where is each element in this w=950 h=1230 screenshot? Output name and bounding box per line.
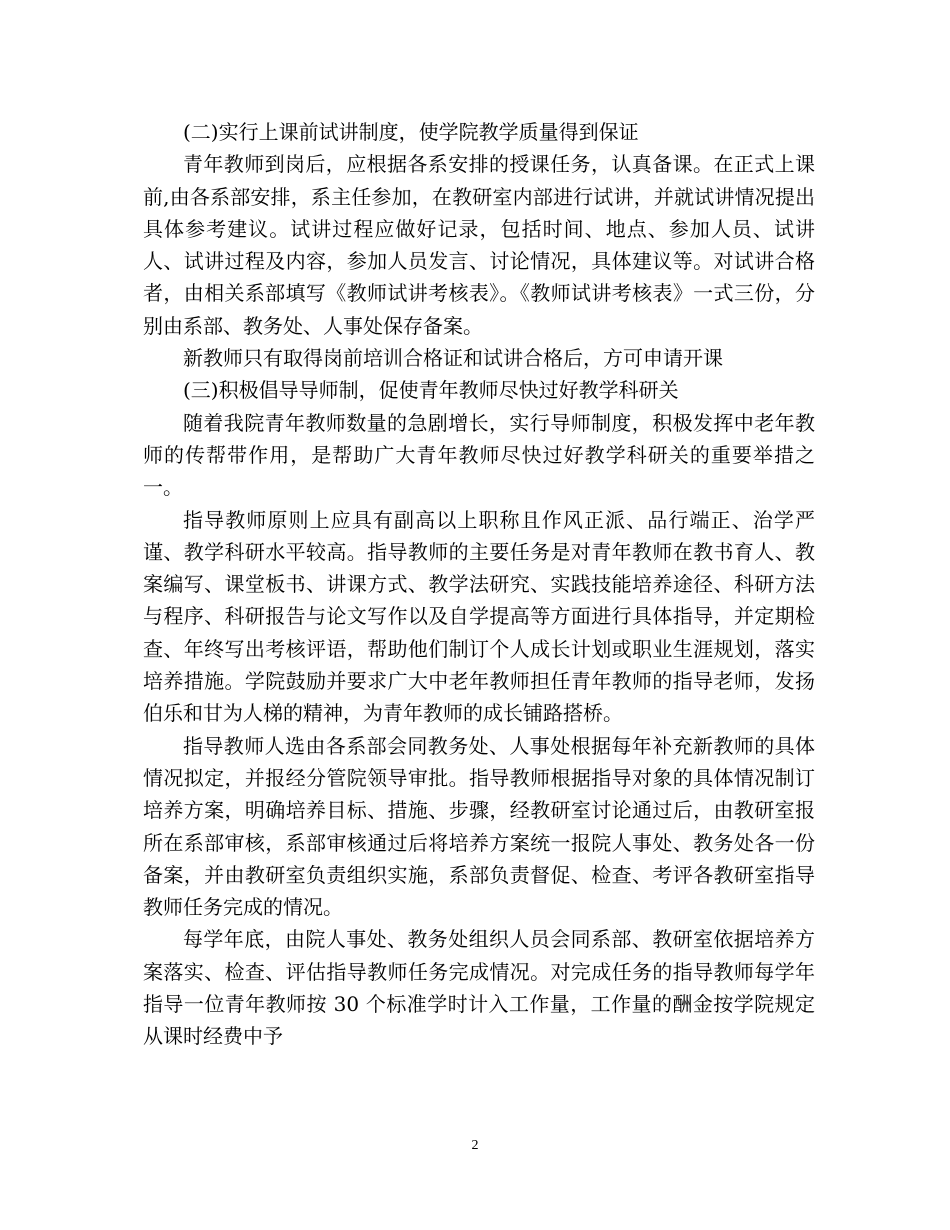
- paragraph-new-teacher-requirement: 新教师只有取得岗前培训合格证和试讲合格后，方可申请开课: [183, 346, 723, 371]
- paragraph-mentor-qualifications: 指导教师原则上应具有副高以上职称且作风正派、品行端正、治学严谨、教学科研水平较高。指导教师的主要任务是对青年教师在教书育人、教案编写、课堂板书、讲课方式、教学法研究、实践技能培养途径、科研方法与程序、科研报告与论文写作以及自学提高等方面进行具体指导，并定期检查、年终写出考核评语，帮助他们制订个人成长计划或职业生涯规划，落实培养措施。学院鼓励并要求广大中老年教师担任青年教师的指导老师，发扬伯乐和甘为人梯的精神，为青年教师的成长铺路搭桥。: [143, 507, 815, 726]
- paragraph-mentor-importance: 随着我院青年教师数量的急剧增长，实行导师制度，积极发挥中老年教师的传帮带作用，是帮助广大青年教师尽快过好教学科研关的重要举措之一。: [143, 410, 815, 500]
- section-heading-mentor-system: (三)积极倡导导师制，促使青年教师尽快过好教学科研关: [183, 378, 679, 403]
- section-heading-pre-class-trial: (二)实行上课前试讲制度，使学院教学质量得到保证: [183, 120, 639, 144]
- paragraph-annual-evaluation: 每学年底，由院人事处、教务处组织人员会同系部、教研室依据培养方案落实、检查、评估指导教师任务完成情况。对完成任务的指导教师每学年指导一位青年教师按 30 个标准学时计入工作量，工作量的酬金按学院规定从课时经费中予: [143, 927, 815, 1049]
- page-number: 2: [471, 1138, 479, 1153]
- paragraph-mentor-selection: 指导教师人选由各系部会同教务处、人事处根据每年补充新教师的具体情况拟定，并报经分管院领导审批。指导教师根据指导对象的具体情况制订培养方案，明确培养目标、措施、步骤，经教研室讨论通过后，由教研室报所在系部审核，系部审核通过后将培养方案统一报院人事处、教务处各一份备案，并由教研室负责组织实施，系部负责督促、检查、考评各教研室指导教师任务完成的情况。: [143, 733, 815, 920]
- document-body: [143, 116, 815, 1053]
- paragraph-trial-lecture-procedure: 青年教师到岗后，应根据各系安排的授课任务，认真备课。在正式上课前,由各系部安排，系主任参加，在教研室内部进行试讲，并就试讲情况提出具体参考建议。试讲过程应做好记录，包括时间、地点、参加人员、试讲人、试讲过程及内容，参加人员发言、讨论情况，具体建议等。对试讲合格者，由相关系部填写《教师试讲考核表》。《教师试讲考核表》一式三份，分别由系部、教务处、人事处保存备案。: [143, 152, 815, 338]
